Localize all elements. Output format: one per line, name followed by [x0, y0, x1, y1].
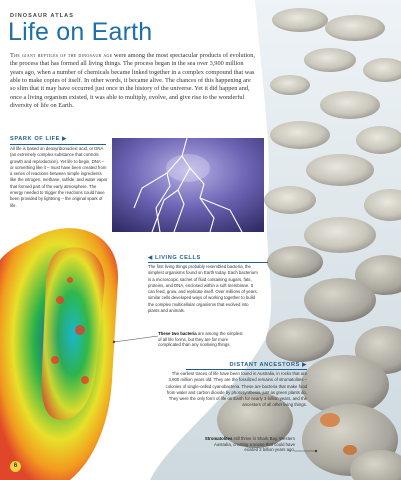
cells-heading: ◀ LIVING CELLS [148, 255, 201, 261]
stromatolite-caption-bold: Stromatolites [204, 436, 233, 441]
stromatolite-caption-text: still thrive in Shark Bay, Western Australia, creating a scene that could have existed 3 billion years ago. [214, 436, 295, 453]
intro-text: were among the most spectacular products of evolution, the process that has formed all living things. The process began in the sea over 3,900 million years ago, when a number of chemicals became linked together in a complex compound that was able to make copies of itself. In other words, it became alive. The chances of this happening are so slim that it may have occurred just once in the history of the universe. Yet it did happen and, once a living organism existed, it was able to multiply, evolve, and give rise to the wonderful diversity of life on Earth. [10, 52, 255, 110]
bacteria-caption-bold: These two bacteria [158, 331, 197, 336]
spark-text: All life is based on deoxyribonucleic acid, or DNA (an extremely complex substance that controls growth and reproduction). Yet life to begin, DNA – or something like it – must have been created from a series of reactions between simple ingredients like the nitrogen, methane, sulfide, and water vapor that formed part of the early atmosphere. The energy needed to trigger the reactions could have been provided by lightning – the original spark of life. [10, 146, 108, 208]
bacteria-caption-text: are among the simplest of all life forms, but they are far more complicated than any nonliving things. [158, 331, 243, 348]
lightning-photo [112, 138, 264, 232]
stromatolite-caption [200, 436, 295, 453]
ancestors-rule [186, 369, 307, 370]
page-title: Life on Earth [8, 18, 153, 46]
page-number: 6 [10, 461, 21, 472]
ancestors-text: The earliest traces of life have been found in Australia, in rocks that are 3,900 million years old. They are the fossilized remains of stromatolites – colonies of single-celled cyanobacteria. These are bacteria that make food from water and carbon dioxide by photosynthesis, just as green plants do. They were the only form of life on Earth for nearly 3 billion years, and the ancestors of all other living things. [165, 371, 307, 408]
bacteria-caption-leader [112, 334, 158, 344]
bacteria-micrograph [0, 220, 140, 480]
stromatolite-caption-leader [294, 448, 318, 454]
spark-rule [10, 144, 106, 145]
cells-rule [148, 262, 268, 263]
section-tag: DINOSAUR ATLAS [10, 13, 74, 19]
spark-heading: SPARK OF LIFE ▶ [10, 136, 68, 142]
intro-lead: The giant reptiles of the dinosaur age [10, 52, 113, 59]
bacteria-caption [158, 331, 244, 348]
ancestors-heading: DISTANT ANCESTORS ▶ [229, 362, 307, 368]
cells-text: The first living things probably resembled bacteria, the simplest organisms found on Earth today. Each bacterium is a microscopic sachet of fluid containing sugars, fats, proteins, and DNA, enclosed within a soft membrane. It can feed, grow, and replicate itself. Over millions of years, similar cells developed ways of working together to build the complex multicellular organisms that evolved into plants and animals. [148, 264, 258, 314]
intro-paragraph [10, 52, 255, 110]
